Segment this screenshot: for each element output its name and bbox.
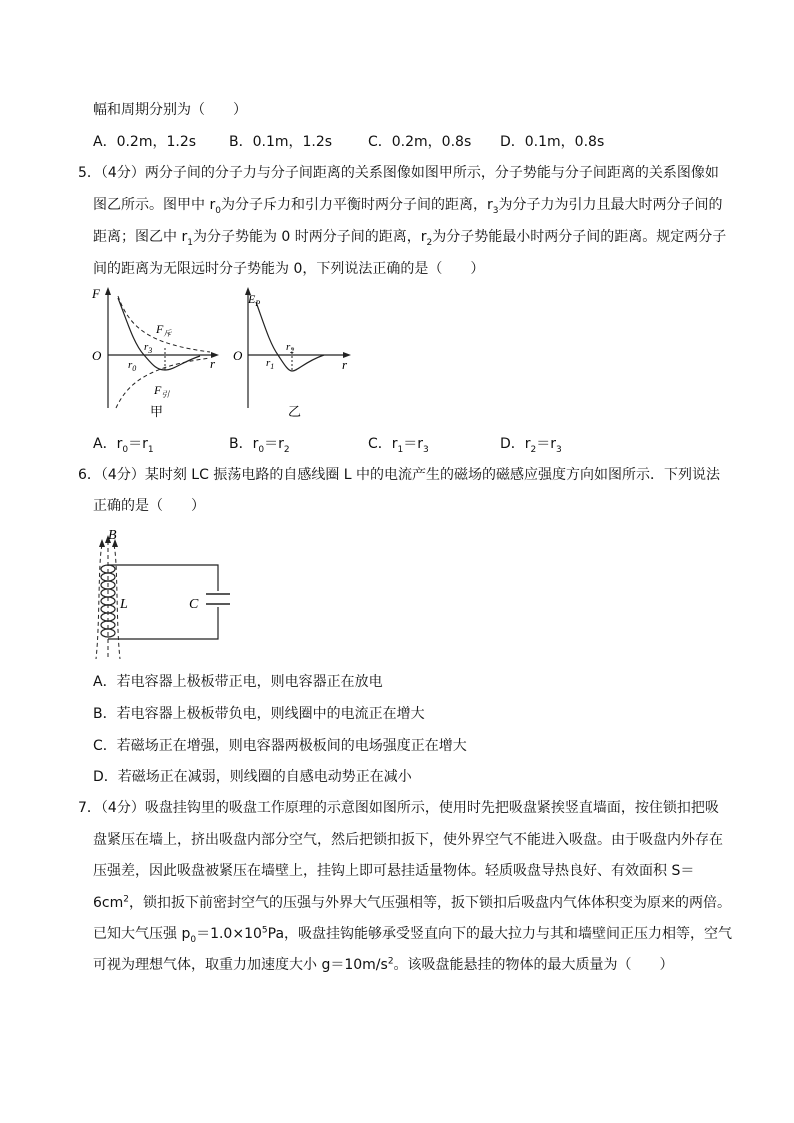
q5-line3: 距离；图乙中 $r_1$为分子势能为 0 时两分子间的距离，$r_2$为分子势能最小时两分子间的距离。规定两分子 [93, 229, 727, 248]
q5-line2: 图乙所示。图甲中 $r_0$为分子斥力和引力平衡时两分子间的距离，$r_3$为分子力为引力且最大时两分子间的 [93, 197, 723, 216]
q6-question [78, 465, 720, 485]
q5-option-c: C．$r_1=r_3$ [368, 436, 429, 455]
q6-option-c: C．若磁场正在增强，则电容器两极板间的电场强度正在增大 [93, 738, 467, 754]
jia-F-yin-label: $F_引$ [154, 383, 170, 399]
q4-option-b: B．0.1m，1.2s [229, 134, 333, 150]
q6-option-d: D．若磁场正在减弱，则线圈的自感电动势正在减小 [93, 769, 412, 785]
jia-caption: 甲 [150, 404, 164, 419]
q7-line4: $6cm^2$，锁扣扳下前密封空气的压强与外界大气压强相等，扳下锁扣后吸盘内气体体积变为原来的两倍。 [93, 894, 731, 911]
q5-question [78, 163, 719, 183]
jia-r-label: r [210, 356, 216, 371]
q6-line2: 正确的是（ ） [93, 498, 205, 514]
q5-option-b: B．$r_0=r_2$ [229, 436, 290, 455]
jia-F-chi-label: $F_斥$ [156, 322, 172, 338]
lc-C-label: C [189, 597, 199, 612]
jia-repulsion-curve [118, 296, 210, 352]
lc-top-wire [108, 565, 218, 591]
q5-figure-jia [90, 284, 225, 419]
q5-number: 5． [78, 165, 101, 181]
q5-line1: 两分子间的分子力与分子间距离的关系图像如图甲所示，分子势能与分子间距离的关系图像如 [144, 165, 719, 181]
q7-line2: 盘紧压在墙上，挤出吸盘内部分空气，然后把锁扣扳下，使外界空气不能进入吸盘。由于吸盘内外存在 [93, 832, 723, 848]
yi-Ep-label: $E_P$ [248, 292, 261, 308]
q7-line6: 可视为理想气体，取重力加速度大小 $g=10m/s^2$。该吸盘能悬挂的物体的最大质量为（ ） [93, 956, 674, 973]
q6-option-b: B．若电容器上极板带负电，则线圈中的电流正在增大 [93, 706, 425, 722]
yi-r2-label: $r_2$ [286, 341, 295, 355]
q7-line5: 已知大气压强 $p_0=1.0\times 10^5Pa$，吸盘挂钩能够承受竖直向下的最大拉力与其和墙壁间正压力相等，空气 [93, 925, 733, 945]
jia-y-arrow [105, 287, 111, 295]
q4-option-c: C．0.2m，0.8s [368, 134, 472, 150]
q6-score: （4分） [100, 467, 145, 483]
yi-caption: 乙 [288, 404, 302, 419]
q7-score: （4分） [100, 800, 145, 816]
q7-line1: 吸盘挂钩里的吸盘工作原理的示意图如图所示，使用时先把吸盘紧挨竖直墙面，按住锁扣把吸 [144, 800, 719, 816]
q5-score: （4分） [100, 165, 145, 181]
q4-stem-tail: 幅和周期分别为（ ） [93, 102, 247, 118]
q6-lc-circuit-figure [88, 523, 248, 663]
jia-F-label: F [92, 286, 100, 301]
jia-O-label: O [92, 348, 102, 363]
q4-option-d: D．0.1m，0.8s [500, 134, 605, 150]
q5-option-a: A．$r_0=r_1$ [93, 436, 154, 455]
yi-r1-label: $r_1$ [266, 357, 275, 371]
lc-field-lines [96, 541, 120, 659]
yi-r-label: r [342, 357, 348, 372]
q7-line3: 压强差，因此吸盘被紧压在墙壁上，挂钩上即可悬挂适量物体。轻质吸盘导热良好、有效面积 S＝ [93, 863, 695, 879]
lc-B-label: B [108, 528, 117, 543]
jia-r0-label: $r_0$ [128, 359, 137, 373]
jia-r3-label: $r_3$ [144, 341, 153, 355]
q5-option-d: D．$r_2=r_3$ [500, 436, 562, 455]
q5-line4: 间的距离为无限远时分子势能为 0，下列说法正确的是（ ） [93, 261, 485, 277]
lc-field-arrow-left [99, 539, 105, 547]
q7-question [78, 798, 719, 818]
lc-L-label: L [120, 597, 128, 612]
q5-figure-yi [228, 284, 358, 419]
q4-option-a: A．0.2m，1.2s [93, 134, 197, 150]
q6-line1: 某时刻 LC 振荡电路的自感线圈 L 中的电流产生的磁场的磁感应强度方向如图所示．下列说法 [144, 467, 721, 483]
yi-O-label: O [233, 348, 243, 363]
q7-number: 7． [78, 800, 101, 816]
q6-option-a: A．若电容器上极板带正电，则电容器正在放电 [93, 674, 383, 690]
q6-number: 6． [78, 467, 101, 483]
